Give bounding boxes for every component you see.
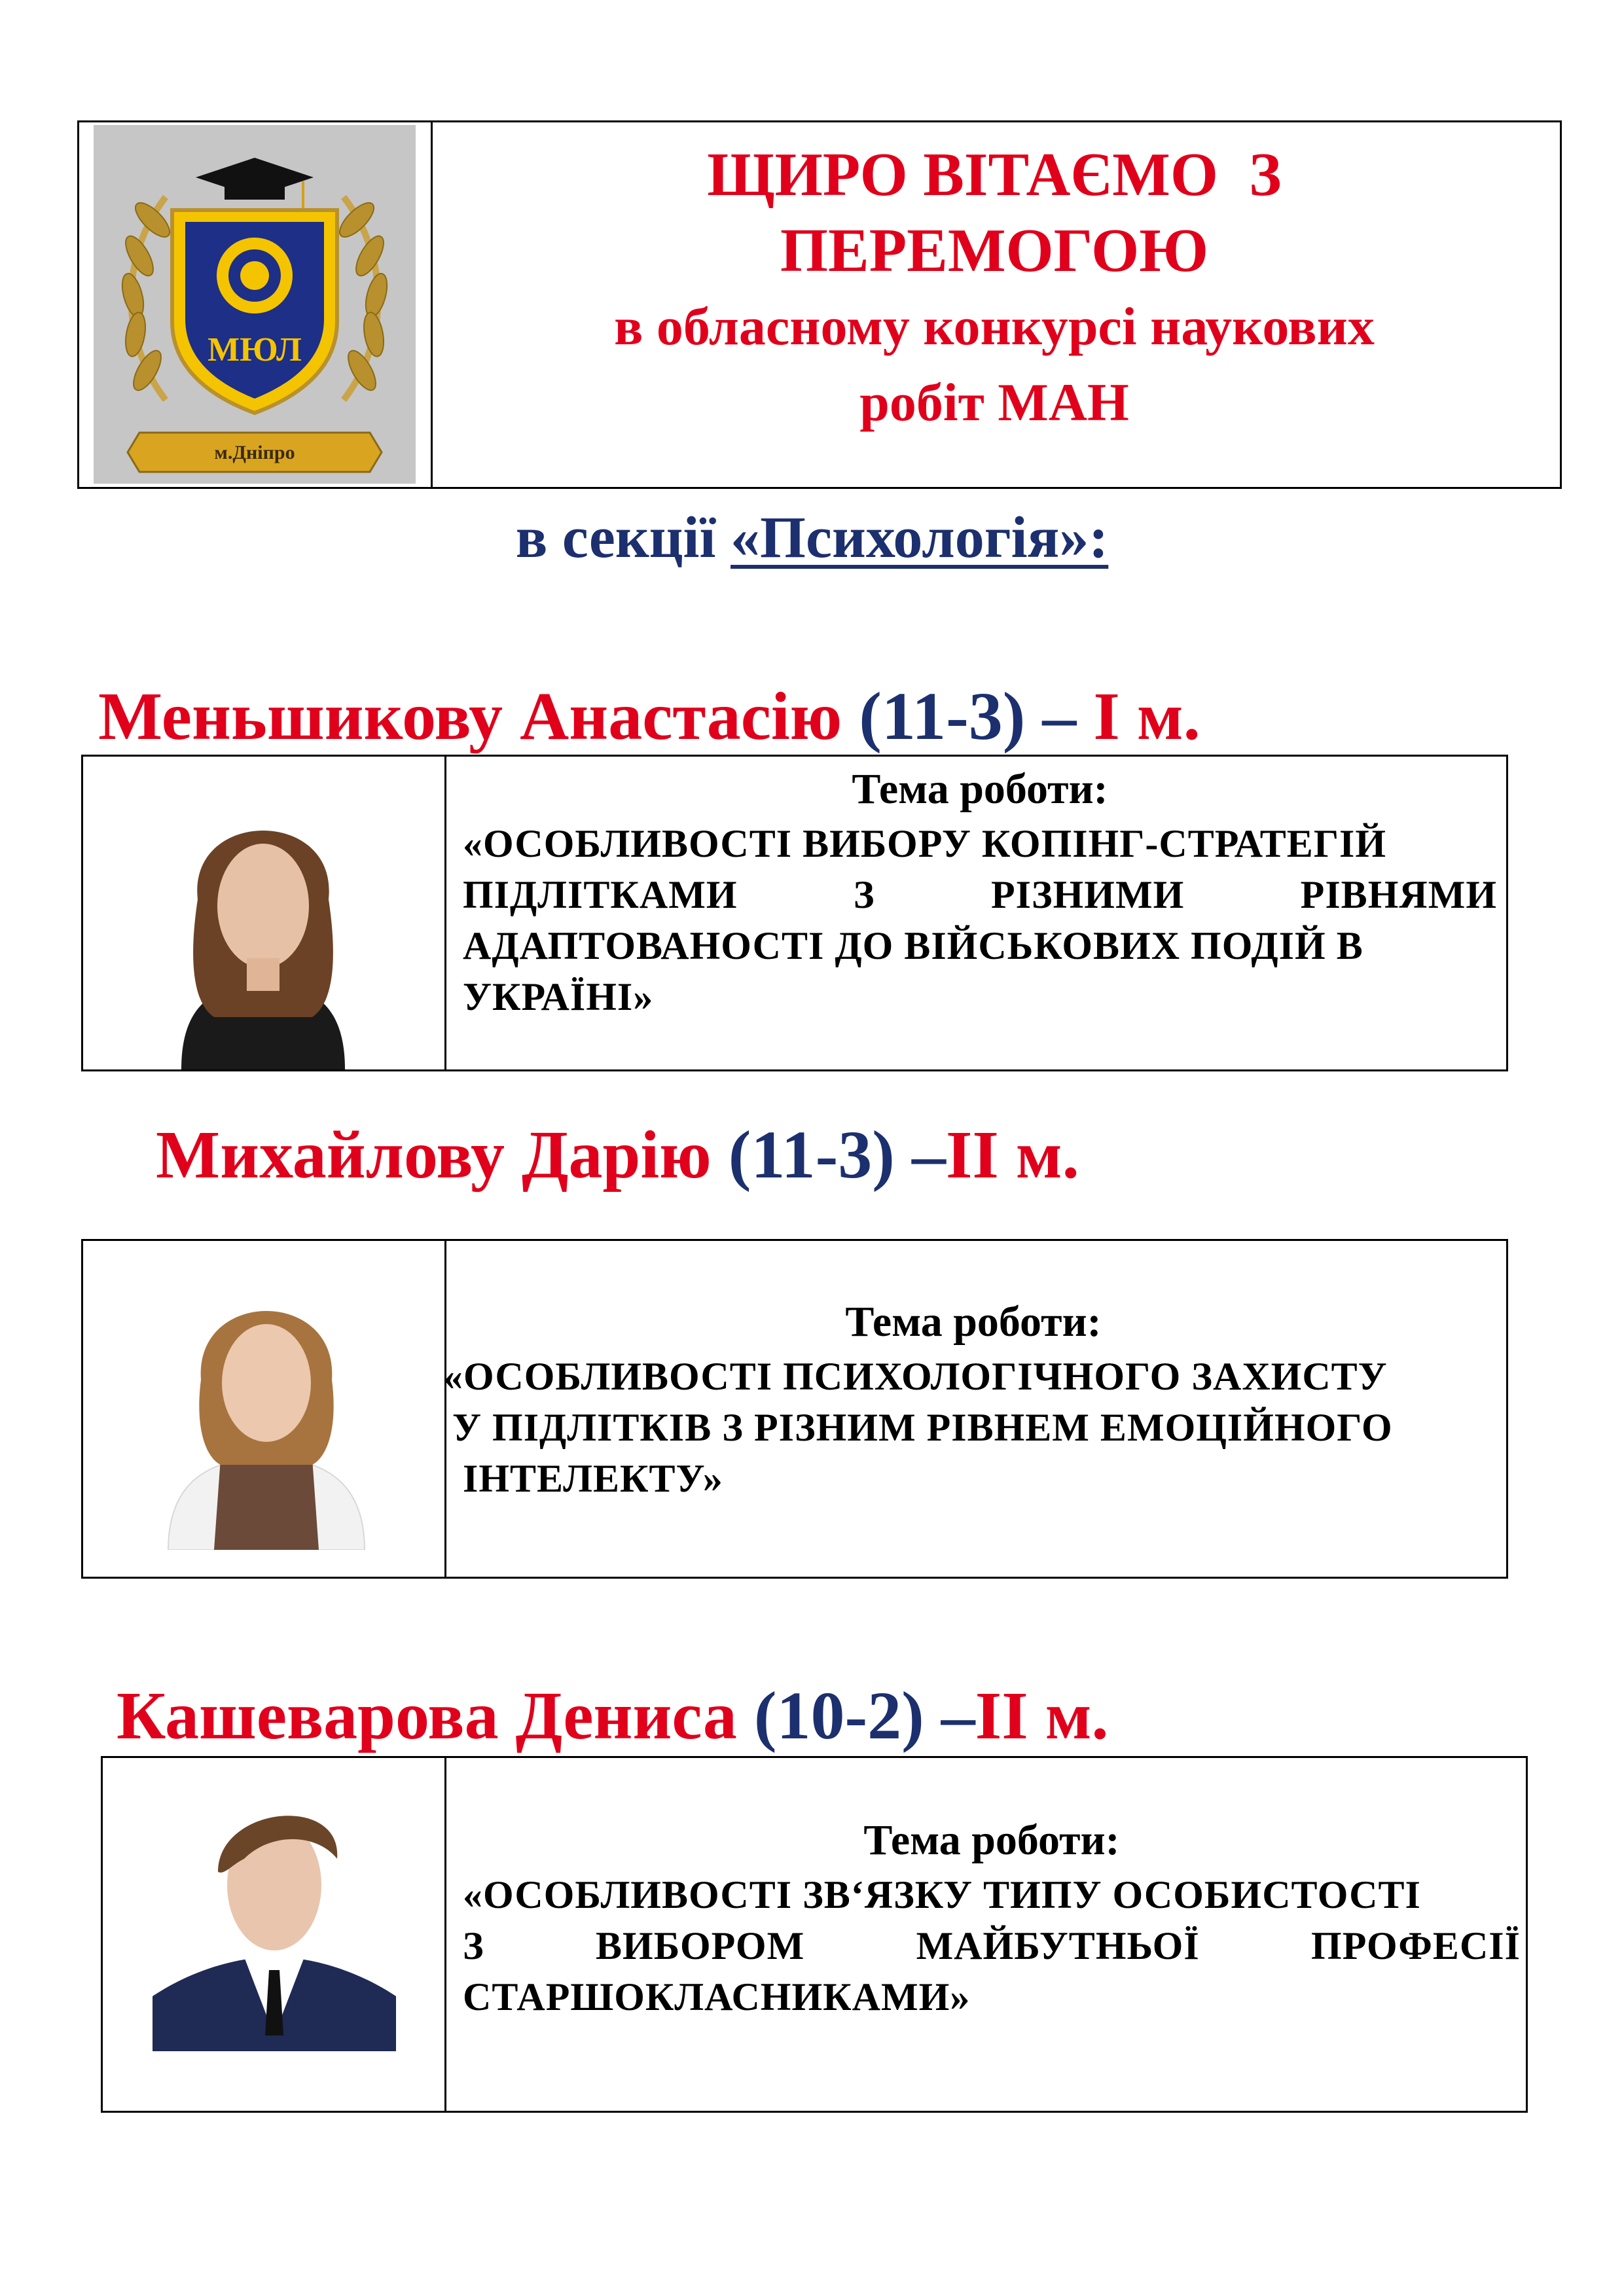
student-photo-icon <box>142 768 384 1069</box>
student-class: (11-3) <box>728 1117 895 1193</box>
section-heading <box>0 504 1624 571</box>
student-3-card <box>101 1756 1528 2113</box>
student-3-photo <box>153 1761 396 2051</box>
topic-line: УКРАЇНІ» <box>463 975 654 1018</box>
header-divider <box>431 122 433 487</box>
topic-line: ПІДЛІТКАМИ З РІЗНИМИ РІВНЯМИ <box>463 873 1497 916</box>
student-1-card <box>81 755 1508 1071</box>
student-dash: – <box>1025 679 1094 754</box>
student-dash: – <box>924 1678 975 1753</box>
card-divider <box>444 757 446 1069</box>
student-3-topic <box>463 1816 1521 2022</box>
logo-city: м.Дніпро <box>214 442 295 463</box>
topic-line: ІНТЕЛЕКТУ» <box>463 1457 723 1500</box>
student-2-heading <box>156 1116 1079 1194</box>
header-box <box>77 120 1562 489</box>
topic-label: Тема роботи: <box>863 1816 1120 1864</box>
lyceum-emblem-icon <box>94 125 416 484</box>
section-name: «Психологія»: <box>731 505 1109 570</box>
student-2-photo <box>149 1242 384 1550</box>
title-line-3: в обласному конкурсі наукових <box>614 296 1375 356</box>
student-name: Кашеварова Дениса <box>117 1678 754 1753</box>
student-name: Михайлову Дарію <box>156 1117 729 1193</box>
title-line-2: ПЕРЕМОГОЮ <box>780 217 1209 285</box>
topic-line: АДАПТОВАНОСТІ ДО ВІЙСЬКОВИХ ПОДІЙ В <box>463 924 1363 967</box>
student-place: ІІ м. <box>975 1678 1109 1753</box>
topic-line: «ОСОБЛИВОСТІ ПСИХОЛОГІЧНОГО ЗАХИСТУ <box>443 1355 1388 1398</box>
student-3-heading <box>117 1677 1109 1755</box>
topic-line: «ОСОБЛИВОСТІ ЗВ‘ЯЗКУ ТИПУ ОСОБИСТОСТІ <box>463 1873 1421 1916</box>
student-1-photo <box>142 768 384 1069</box>
logo-abbr: МЮЛ <box>208 331 302 368</box>
student-place: ІІ м. <box>945 1117 1079 1193</box>
topic-line: «ОСОБЛИВОСТІ ВИБОРУ КОПІНГ-СТРАТЕГІЙ <box>463 822 1387 865</box>
student-name: Меньшикову Анастасію <box>98 679 859 754</box>
section-prefix: в секції <box>515 505 731 570</box>
student-2-card <box>81 1239 1508 1579</box>
student-1-topic <box>463 764 1497 1022</box>
header-title <box>438 137 1551 440</box>
student-place: І м. <box>1093 679 1200 754</box>
card-divider <box>444 1758 446 2111</box>
student-1-heading <box>98 677 1200 755</box>
student-class: (10-2) <box>753 1678 924 1753</box>
lyceum-logo <box>94 125 416 484</box>
student-photo-icon <box>149 1242 384 1550</box>
student-2-topic <box>443 1297 1504 1504</box>
topic-line: У ПІДЛІТКІВ З РІЗНИМ РІВНЕМ ЕМОЦІЙНОГО <box>452 1406 1393 1449</box>
student-dash: – <box>894 1117 946 1193</box>
topic-label: Тема роботи: <box>845 1298 1102 1346</box>
topic-label: Тема роботи: <box>852 765 1108 813</box>
student-class: (11-3) <box>859 679 1026 754</box>
topic-line: СТАРШОКЛАСНИКАМИ» <box>463 1975 971 2018</box>
topic-line: З ВИБОРОМ МАЙБУТНЬОЇ ПРОФЕСІЇ <box>463 1924 1521 1967</box>
student-photo-icon <box>153 1761 396 2051</box>
title-line-4: робіт МАН <box>859 372 1129 432</box>
title-line-1: ЩИРО ВІТАЄМО З <box>707 141 1282 209</box>
